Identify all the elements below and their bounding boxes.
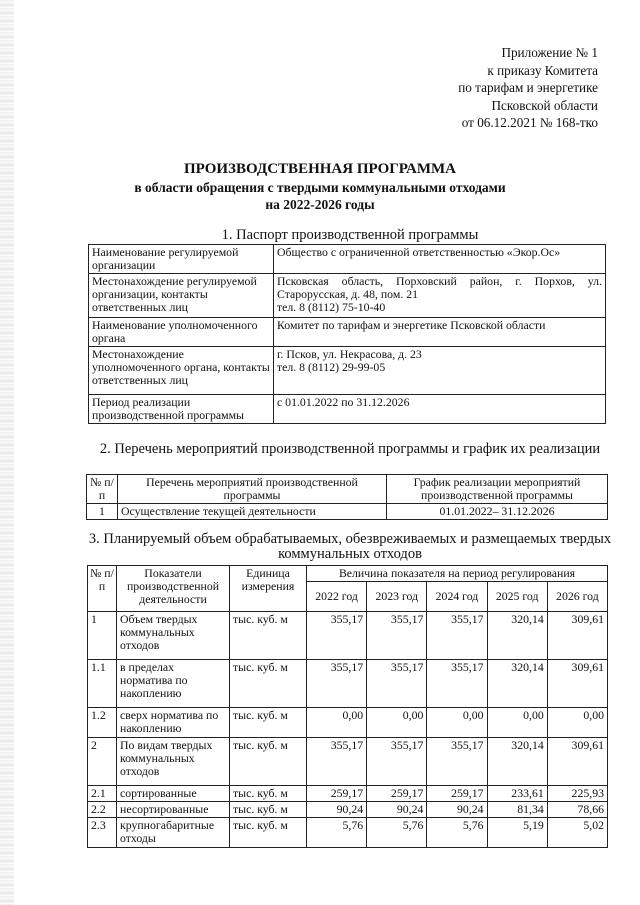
table-cell: тыс. куб. м	[230, 802, 307, 818]
table-cell: тыс. куб. м	[230, 818, 307, 848]
passport-table	[88, 244, 606, 424]
header-line: Приложение № 1	[501, 45, 598, 60]
value-cell: 309,61	[547, 660, 607, 708]
table-cell: Наименование уполномоченного органа	[89, 318, 274, 347]
year-header: 2024 год	[427, 582, 487, 612]
section1-heading: 1. Паспорт производственной программы	[221, 227, 479, 243]
value-cell: 225,93	[547, 786, 607, 802]
table-row	[88, 708, 608, 738]
value-cell: 355,17	[307, 612, 367, 660]
table-header-row	[87, 475, 608, 504]
value-cell: 309,61	[547, 612, 607, 660]
value-cell: 355,17	[307, 738, 367, 786]
table-row	[89, 274, 606, 318]
value-cell: 90,24	[367, 802, 427, 818]
table-cell	[274, 347, 606, 395]
table-cell: тыс. куб. м	[230, 660, 307, 708]
table-cell: тыс. куб. м	[230, 786, 307, 802]
table-cell: 2.3	[88, 818, 117, 848]
table-cell: 2.1	[88, 786, 117, 802]
table-cell: Местонахождение регулируемой организации, контакты ответственных лиц	[89, 274, 274, 318]
table-row	[89, 245, 606, 274]
table-cell: Местонахождение уполномоченного органа, контакты ответственных лиц	[89, 347, 274, 395]
cell-text: тел. 8 (8112) 29-99-05	[277, 360, 386, 374]
header-cell: Перечень мероприятий производственной программы	[118, 475, 387, 504]
table-cell: По видам твердых коммунальных отходов	[117, 738, 230, 786]
value-cell: 78,66	[547, 802, 607, 818]
header-line: к приказу Комитета	[487, 62, 598, 78]
value-cell: 0,00	[367, 708, 427, 738]
table-row	[88, 818, 608, 848]
document-title	[0, 160, 640, 213]
value-cell: 5,02	[547, 818, 607, 848]
value-cell: 320,14	[487, 660, 547, 708]
value-cell: 90,24	[307, 802, 367, 818]
value-cell: 5,76	[307, 818, 367, 848]
value-cell: 5,19	[487, 818, 547, 848]
table-row	[88, 660, 608, 708]
table-cell	[274, 274, 606, 318]
cell-text: тел. 8 (8112) 75-10-40	[277, 300, 386, 314]
table-cell: 01.01.2022– 31.12.2026	[387, 504, 608, 520]
value-cell: 355,17	[427, 612, 487, 660]
table-cell: в пределах норматива по накоплению	[117, 660, 230, 708]
value-cell: 233,61	[487, 786, 547, 802]
table-cell: тыс. куб. м	[230, 738, 307, 786]
value-cell: 0,00	[307, 708, 367, 738]
header-line: от 06.12.2021 № 168-тко	[461, 115, 598, 131]
table-cell: Наименование регулируемой организации	[89, 245, 274, 274]
header-line: Псковской области	[491, 97, 598, 113]
table-cell: крупногабаритные отходы	[117, 818, 230, 848]
volume-table	[87, 565, 608, 848]
value-cell: 355,17	[367, 738, 427, 786]
table-row	[88, 612, 608, 660]
table-row	[88, 786, 608, 802]
value-cell: 0,00	[487, 708, 547, 738]
table-cell: сортированные	[117, 786, 230, 802]
value-cell: 309,61	[547, 738, 607, 786]
table-cell: тыс. куб. м	[230, 708, 307, 738]
value-cell: 81,34	[487, 802, 547, 818]
table-cell: тыс. куб. м	[230, 612, 307, 660]
table-cell: Осуществление текущей деятельности	[118, 504, 387, 520]
table-cell: 1	[88, 612, 117, 660]
year-header: 2022 год	[307, 582, 367, 612]
section3-heading: 3. Планируемый объем обрабатываемых, обезвреживаемых и размещаемых твердых коммунальных отходов	[88, 531, 612, 562]
table-row	[89, 347, 606, 395]
activities-table	[86, 474, 608, 520]
value-cell: 355,17	[427, 738, 487, 786]
value-cell: 0,00	[427, 708, 487, 738]
table-cell: несортированные	[117, 802, 230, 818]
table-cell: с 01.01.2022 по 31.12.2026	[274, 395, 606, 424]
header-line: по тарифам и энергетике	[458, 80, 598, 96]
header-cell: Показатели производственной деятельности	[117, 566, 230, 612]
year-header: 2026 год	[547, 582, 607, 612]
header-cell: № п/п	[87, 475, 118, 504]
value-cell: 355,17	[307, 660, 367, 708]
table-row	[88, 802, 608, 818]
value-cell: 259,17	[307, 786, 367, 802]
title-line: ПРОИЗВОДСТВЕННАЯ ПРОГРАММА	[183, 161, 456, 177]
value-cell: 259,17	[367, 786, 427, 802]
header-cell: Величина показателя на период регулирования	[307, 566, 608, 582]
value-cell: 259,17	[427, 786, 487, 802]
table-cell: 1	[87, 504, 118, 520]
section2-heading: 2. Перечень мероприятий производственной программы и график их реализации	[99, 441, 601, 457]
table-row	[88, 738, 608, 786]
value-cell: 5,76	[427, 818, 487, 848]
value-cell: 320,14	[487, 612, 547, 660]
cell-text: г. Псков, ул. Некрасова, д. 23	[277, 347, 422, 361]
year-header: 2025 год	[487, 582, 547, 612]
table-cell: Период реализации производственной программы	[89, 395, 274, 424]
table-cell: Комитет по тарифам и энергетике Псковской области	[274, 318, 606, 347]
table-cell: 1.2	[88, 708, 117, 738]
value-cell: 320,14	[487, 738, 547, 786]
value-cell: 90,24	[427, 802, 487, 818]
year-header: 2023 год	[367, 582, 427, 612]
value-cell: 0,00	[547, 708, 607, 738]
table-cell: 2.2	[88, 802, 117, 818]
value-cell: 355,17	[367, 612, 427, 660]
cell-text: Псковская область, Порховский район, г. Порхов, ул. Старорусская, д. 48, пом. 21	[277, 274, 602, 301]
table-cell: Объем твердых коммунальных отходов	[117, 612, 230, 660]
title-line: на 2022-2026 годы	[265, 197, 375, 212]
table-cell: 2	[88, 738, 117, 786]
value-cell: 355,17	[367, 660, 427, 708]
value-cell: 355,17	[427, 660, 487, 708]
table-row	[89, 395, 606, 424]
table-cell: 1.1	[88, 660, 117, 708]
table-row	[87, 504, 608, 520]
title-line: в области обращения с твердыми коммунальными отходами	[134, 180, 506, 195]
header-cell: № п/п	[88, 566, 117, 612]
header-cell: График реализации мероприятий производственной программы	[387, 475, 608, 504]
appendix-header	[458, 44, 598, 132]
table-row	[89, 318, 606, 347]
value-cell: 5,76	[367, 818, 427, 848]
table-cell: сверх норматива по накоплению	[117, 708, 230, 738]
table-header-row	[88, 566, 608, 582]
scan-edge	[0, 0, 14, 905]
table-cell: Общество с ограниченной ответственностью «Экор.Ос»	[274, 245, 606, 274]
header-cell: Единица измерения	[230, 566, 307, 612]
